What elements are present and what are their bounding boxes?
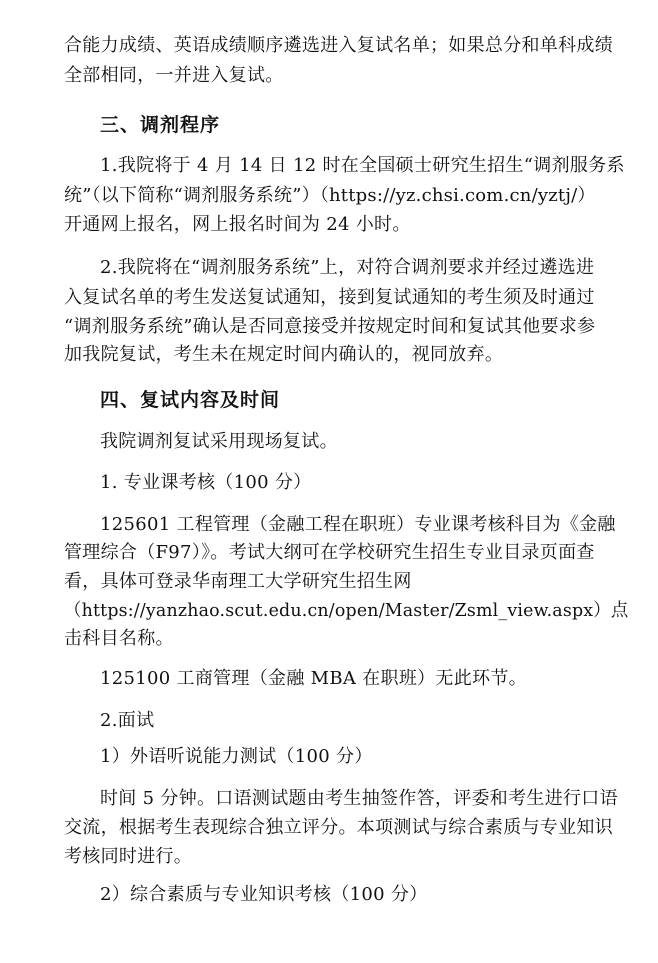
paragraph-line: 时间 5 分钟。口语测试题由考生抽签作答，评委和考生进行口语 (100, 788, 618, 809)
sub-item-title: 1）外语听说能力测试（100 分） (100, 746, 373, 767)
paragraph-line: 开通网上报名，网上报名时间为 24 小时。 (64, 214, 411, 235)
paragraph-line: 加我院复试，考生未在规定时间内确认的，视同放弃。 (64, 344, 504, 365)
paragraph-line-with-link: （https://yanzhao.scut.edu.cn/open/Master/Zsml_view.aspx）点 (64, 600, 629, 621)
paragraph-line: “调剂服务系统”确认是否同意接受并按规定时间和复试其他要求参 (64, 316, 596, 337)
paragraph-line: 2.我院将在“调剂服务系统”上，对符合调剂要求并经过遴选进 (100, 257, 595, 278)
paragraph-line: 看，具体可登录华南理工大学研究生招生网 (64, 571, 412, 592)
paragraph-line: 1.我院将于 4 月 14 日 12 时在全国硕士研究生招生“调剂服务系 (100, 155, 625, 176)
paragraph-line: 合能力成绩、英语成绩顺序遴选进入复试名单；如果总分和单科成绩 (64, 35, 613, 56)
section-heading-retest-content: 四、复试内容及时间 (100, 389, 281, 411)
paragraph-line: 交流，根据考生表现综合独立评分。本项测试与综合素质与专业知识 (64, 817, 613, 838)
list-item-title: 2.面试 (100, 710, 155, 731)
paragraph-line: 全部相同，一并进入复试。 (64, 65, 284, 86)
section-heading-adjustment-procedure: 三、调剂程序 (100, 114, 221, 136)
paragraph-line: 考核同时进行。 (64, 846, 193, 867)
paragraph-line: 我院调剂复试采用现场复试。 (100, 431, 338, 452)
sub-item-title: 2）综合素质与专业知识考核（100 分） (100, 884, 428, 905)
paragraph-line: 125100 工商管理（金融 MBA 在职班）无此环节。 (100, 668, 527, 689)
paragraph-line-with-link: 统”（以下简称“调剂服务系统”）（https://yz.chsi.com.cn/yztj/） (64, 185, 596, 206)
paragraph-line: 入复试名单的考生发送复试通知，接到复试通知的考生须及时通过 (64, 287, 595, 308)
paragraph-line: 击科目名称。 (64, 628, 174, 649)
list-item-title: 1. 专业课考核（100 分） (100, 472, 312, 493)
paragraph-line: 125601 工程管理（金融工程在职班）专业课考核科目为《金融 (100, 514, 616, 535)
paragraph-line: 管理综合（F97）》。考试大纲可在学校研究生招生专业目录页面查 (64, 542, 595, 563)
